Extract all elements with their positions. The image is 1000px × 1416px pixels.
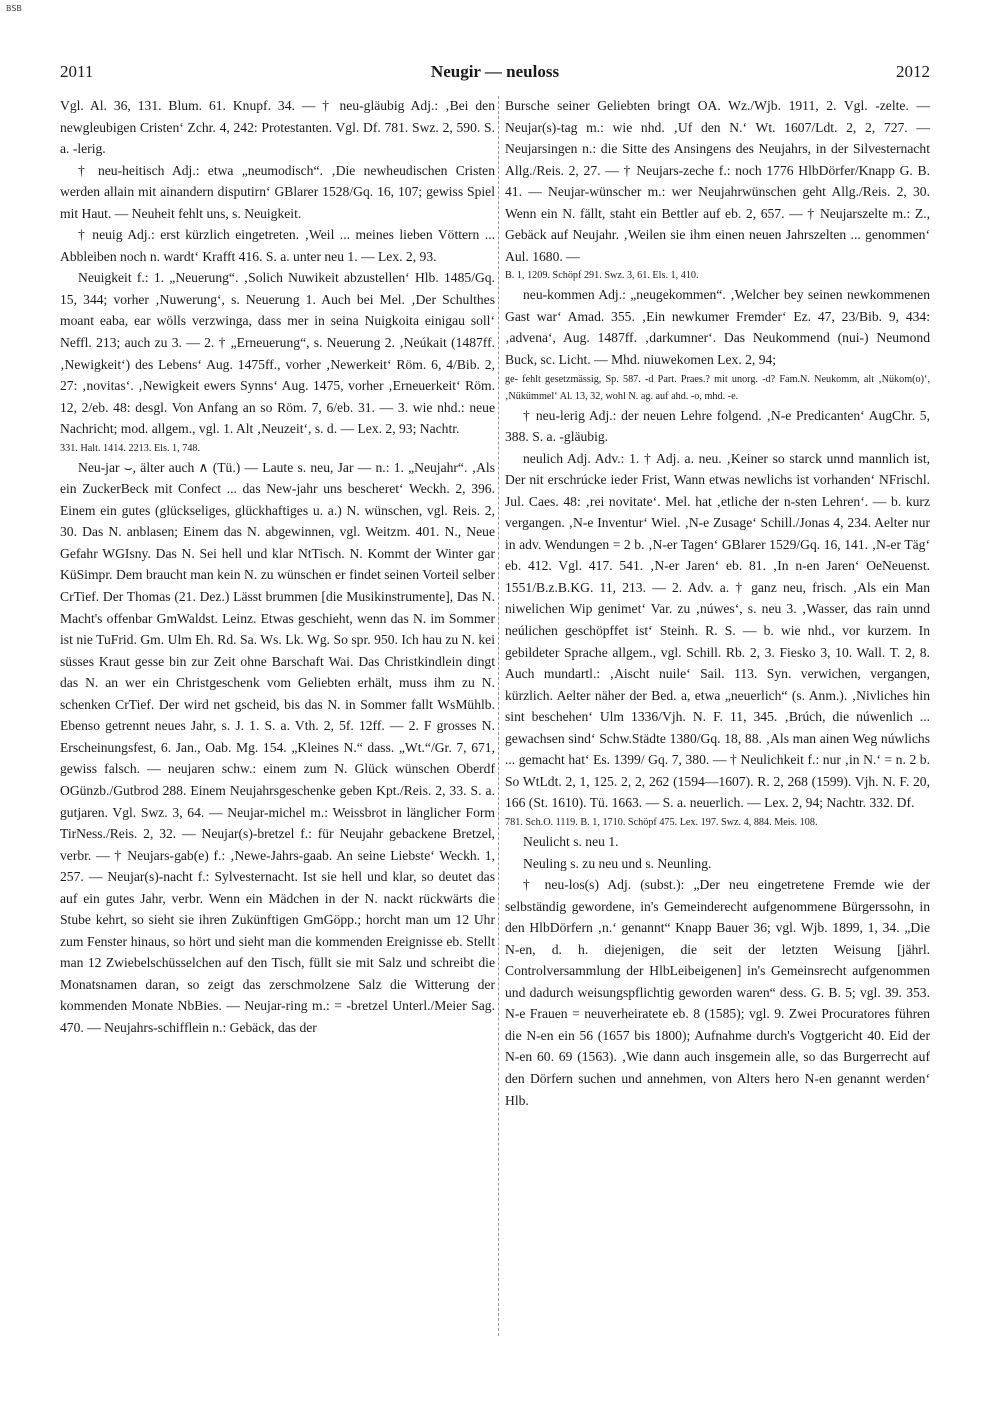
dictionary-entry: † neu-lerig Adj.: der neuen Lehre folgend. ‚N-e Predicanten‘ AugChr. 5, 388. S. a. -gläubig.: [505, 407, 930, 445]
dictionary-entry: Neulicht s. neu 1.: [523, 833, 619, 849]
dictionary-entry: Neuling s. zu neu und s. Neunling.: [523, 855, 712, 871]
page-header: [60, 62, 930, 88]
right-column: [505, 95, 930, 1111]
dictionary-entry: † neu-los(s) Adj. (subst.): „Der neu eingetretene Fremde wie der selbständig gewordene, in's Gemeinderecht aufgenommene Bürgerssohn, in den HlbDörfern ‚n.‘ genannt“ Knapp Bauer 36; vgl. Wjb. 1899, 1, 34. „Die N-en, d. h. diejenigen, die seit der letzten Weisung [jährl. Controlversammlung der HlbLeibeigenen] in's Gemeinsrecht aufgenommen und dadurch weisungspflichtig geworden waren“ dess. G. B. 5; vgl. 39. 353. N-e Frauen = neuverheiratete eb. 8 (1585); vgl. 9. Zwei Procuratores führen die N-en ein 56 (1657 bis 1800); Aufnahme durch's Vogtgericht 40. Eid der N-en 60. 69 (1563). ‚Wie dann auch insgemein alle, so das Burgerrecht auf den Dörfern suchen und annehmen, von Alters hero N-en genannt werden‘ Hlb.: [505, 877, 930, 1108]
left-page-number: 2011: [60, 62, 94, 81]
dictionary-entry: Vgl. Al. 36, 131. Blum. 61. Knupf. 34. — † neu-gläubig Adj.: ‚Bei den newgleubigen Cristen‘ Zchr. 4, 242: Protestanten. Vgl. Df. 781. Swz. 2, 590. S. a. -lerig.: [60, 98, 495, 157]
reference-note: 331. Halt. 1414. 2213. Els. 1, 748.: [60, 442, 201, 454]
dictionary-entry: Bursche seiner Geliebten bringt OA. Wz./Wjb. 1911, 2. Vgl. -zelte. — Neujar(s)-tag m.: wie nhd. ‚Uf den N.‘ Wt. 1607/Ldt. 2, 2, 727. — Neujarsingen n.: die Sitte des Ansingens des Neujahrs, in der Silvesternacht Allg./Reis. 2, 27. — † Neujars-zeche f.: noch 1776 HlbDörfer/Knapp G. B. 41. — Neujar-wünscher m.: wer Neujahrwünschen geht Allg./Reis. 2, 30. Wenn ein N. fällt, staht ein Bettler auf eb. 2, 657. — † Neujarszelte m.: Z., Gebäck auf Neujahr. ‚Weilen sie ihm einen neuen Jahrszelten ... genommen‘ Aul. 1680. —: [505, 98, 930, 264]
dictionary-entry: † neuig Adj.: erst kürzlich eingetreten. ‚Weil ... meines lieben Vöttern ... Abbleiben noch n. wardt‘ Krafft 416. S. a. unter neu 1. — Lex. 2, 93.: [60, 227, 495, 264]
dictionary-entry: neu-kommen Adj.: „neugekommen“. ‚Welcher bey seinen newkommenen Gast war‘ Amad. 355. ‚Ein newkumer Fremder‘ Ez. 47, 23/Bib. 9, 434: ‚advena‘, Aug. 1487ff. ‚darkumner‘. Das Neukommend (nui-) Neumond Buck, sc. Licht. — Mhd. niuwekomen Lex. 2, 94;: [505, 287, 930, 368]
dictionary-entry: neulich Adj. Adv.: 1. † Adj. a. neu. ‚Keiner so starck unnd mannlich ist, Der nit erschrúcke ieder Frist, Wann etwas newlichs ist vorhanden‘ NFrischl. Jul. Caes. 48: ‚rei novitate‘. Mel. hat ‚etliche der n-sten Lehren‘. — b. kurz vergangen. ‚N-e Inventur‘ Wiel. ‚N-e Zusage‘ Schill./Jonas 4, 234. Aelter nur in adv. Wendungen = 2 b. ‚N-er Tagen‘ GBlarer 1529/Gq. 16, 141. ‚N-er Täg‘ eb. 412. Vgl. 417. 541. ‚N-er Jaren‘ eb. 81. ‚In n-en Jaren‘ OeNeuenst. 1551/B.z.B.KG. 11, 213. — 2. Adv. a. † ganz neu, frisch. ‚Als ein Man niwelichen Wip genimet‘ Var. zu ‚núwes‘, s. neu 3. ‚Wasser, das rain unnd neúlichen geschöpffet ist‘ Steinh. R. S. — b. wie nhd., vor kurzem. In gebildeter Sprache allgem., vgl. Schill. Rb. 2, 3. Fiesko 3, 10. Wall. T. 2, 8. Auch mundartl.: ‚Aischt nuile‘ Sail. 113. Syn. verwichen, vergangen, kürzlich. Aelter näher der Bed. a, etwa „neuerlich“ (s. Anm.). ‚Nivliches hin sint beschehen‘ Ulm 1336/Vjh. N. F. 11, 345. ‚Brúch, die núwenlich ... gewachsen sind‘ Schw.Städte 1380/Gq. 18, 88. ‚Als man ainen Weg núwlichs ... gemacht hat‘ Es. 1399/ Gq. 7, 380. — † Neulichkeit f.: nur ‚in N.‘ = n. 2 b. So WtLdt. 2, 1, 125. 2, 2, 262 (1594—1607). R. 2, 268 (1599). Vjh. N. F. 20, 166 (St. 1610). Tü. 1663. — S. a. neuerlich. — Lex. 2, 94; Nachtr. 332. Df.: [505, 450, 930, 811]
left-column: [60, 95, 495, 1039]
running-title: Neugir — neuloss: [430, 62, 560, 81]
dictionary-entry: Neu-jar ⌣, älter auch ∧ (Tü.) — Laute s. neu, Jar — n.: 1. „Neujahr“. ‚Als ein ZuckerBeck mit Confect ... das New-jahr uns bescheret‘ Weckh. 2, 396. Einem ein gutes (glückseliges, glückhaftiges u. a.) N. wünschen, vgl. Reis. 2, 30. Das N. anblasen; Einem das N. abgewinnen, vgl. Weitzm. 401. N., Neue Gefahr WGIsny. Das N. Sei hell und klar NtTisch. N. Kommt der Winter gar KüSimpr. Dem braucht man kein N. zu wünschen er findet seinen Vorteil selber CrTief. Der Thomas (21. Dez.) Lässt brummen [die Musikinstrumente], Das N. Macht's offenbar GmWaldst. Leinz. Etwas geschieht, wenn das N. im Sommer ist nie TuFrid. Gm. Ulm Eh. Rd. Sa. Ws. Lk. Wg. So spr. 950. Ich hau zu N. kei süsses Kraut gesse bin zur Zeit ohne Barschaft Wai. Das Christkindlein dingt das N. an wer ein Christgeschenk vom Geliebten erhält, muss ihm zu N. schenken CrTief. Der wird net gscheid, bis das N. in Sommer fallt WsMühlb. Ebenso getrennt neues Jahr, s. J. 1. S. a. Vth. 2, 5f. 12ff. — 2. F grosses N. Erscheinungsfest, 6. Jan., Oab. Mg. 154. „Kleines N.“ dass. „Wt.“/Gr. 7, 671, gewiss falsch. — neujaren schw.: einem zum N. Glück wünschen Oberdf OGünzb./Gutbrod 288. Einem Neujahrsgeschenke geben Kpt./Reis. 2, 33. S. a. gutjaren. Vgl. Swz. 3, 64. — Neujar-michel m.: Weissbrot in länglicher Form TirNess./Reis. 2, 32. — Neujar(s)-bretzel f.: für Neujahr gebackene Bretzel, verbr. — † Neujars-gab(e) f.: ‚Newe-Jahrs-gaab. An seine Liebste‘ Weckh. 1, 257. — Neujar(s)-nacht f.: Sylvesternacht. Ist sie hell und klar, so deutet das auf ein gutes Jahr, verbr. Wenn ein Mädchen in der N. nackt rückwärts die Stube kehrt, so sieht sie ihren Zukünftigen GmGöpp.; horcht man um 12 Uhr zum Fenster hinaus, so hört und sieht man die kommenden Ereignisse eb. Stellt man 12 Zwiebelschüsselchen auf den Tisch, füllt sie mit Salz und schreibt die Monatsnamen daran, so zeigt das zerschmolzene Salz die Witterung der kommenden Monate NbBies. — Neujar-ring m.: = -bretzel Unterl./Meier Sag. 470. — Neujahrs-schifflein n.: Gebäck, das der: [60, 459, 495, 1035]
dictionary-entry: † neu-heitisch Adj.: etwa „neumodisch“. ‚Die newheudischen Cristen werden allain mit ainandern disputirn‘ GBlarer 1528/Gq. 16, 107; gewiss Spiel mit Haut. — Neuheit fehlt uns, s. Neuigkeit.: [60, 162, 495, 221]
library-stamp: BSB: [6, 4, 22, 13]
right-page-number: 2012: [896, 62, 930, 81]
reference-note: 781. Sch.O. 1119. B. 1, 1710. Schöpf 475. Lex. 197. Swz. 4, 884. Meis. 108.: [505, 816, 818, 828]
reference-note: ge- fehlt gesetzmässig, Sp. 587. -d Part. Praes.? mit unorg. -d? Fam.N. Neukomm, alt ‚Nükom(o)‘, ‚Nükümmel‘ Al. 13, 32, wohl N. ag. auf ahd. -o, mhd. -e.: [505, 373, 930, 402]
column-divider: [498, 96, 499, 1336]
reference-note: B. 1, 1209. Schöpf 291. Swz. 3, 61. Els. 1, 410.: [505, 270, 699, 282]
dictionary-entry: Neuigkeit f.: 1. „Neuerung“. ‚Solich Nuwikeit abzustellen‘ Hlb. 1485/Gq. 15, 344; vorher ‚Nuwerung‘, s. Neuerung 1. Auch bei Mel. ‚Der Schulthes moant eaba, ear wölls verzwinga, dass mer in seina Nuigkoita einigau soll‘ Neffl. 213; auch zu 3. — 2. † „Erneuerung“, s. Neuerung 2. ‚Neúkait (1487ff. ‚Newigkeit‘) des Lebens‘ Aug. 1475ff., vorher ‚Newerkeit‘ Röm. 6, 4/Bib. 2, 27: ‚novitas‘. ‚Newigkeit ewers Synns‘ Aug. 1475, vorher ‚Erneuerkeit‘ Röm. 12, 2/eb. 48: desgl. Von Anfang an so Röm. 7, 6/eb. 31. — 3. wie nhd.: neue Nachricht; mod. allgem., vgl. 1. Alt ‚Neuzeit‘, s. d. — Lex. 2, 93; Nachtr.: [60, 270, 495, 437]
